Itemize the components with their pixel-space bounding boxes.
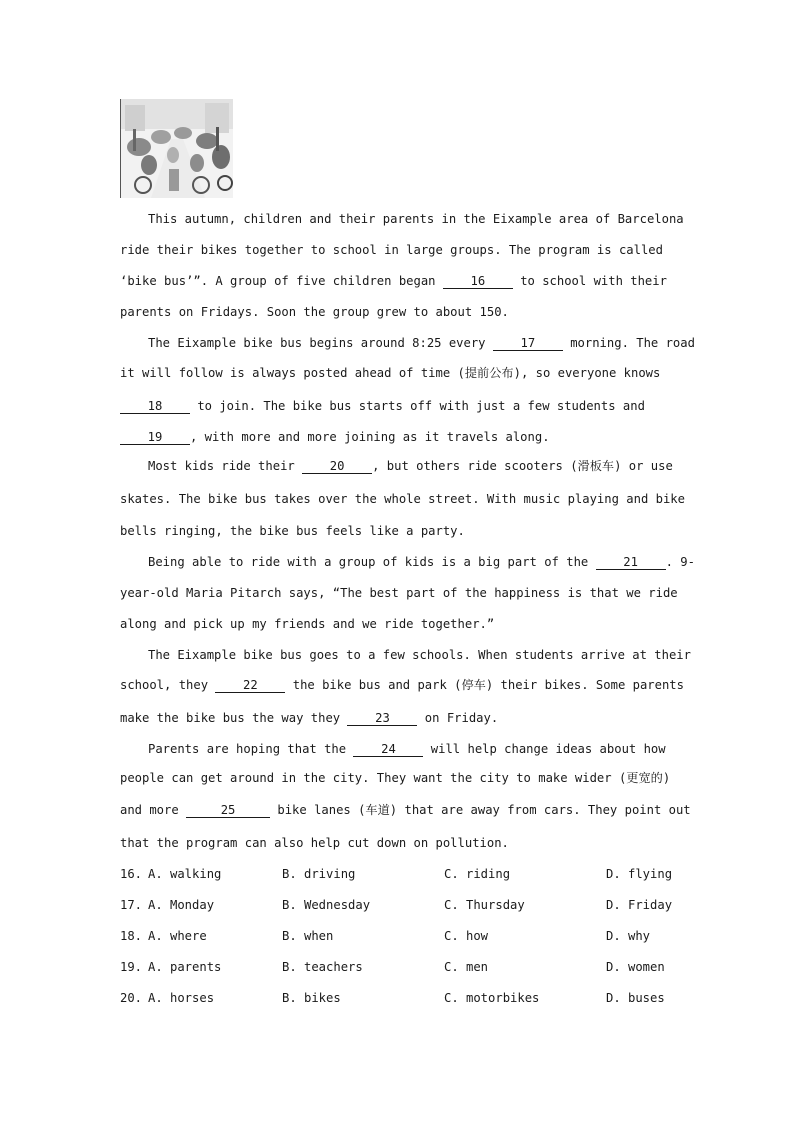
passage-text: the bike bus and park (停车) their bikes. Some parents bbox=[285, 678, 684, 692]
question-number: 19. bbox=[120, 960, 143, 974]
passage-line bbox=[120, 710, 498, 726]
option-c: C. men bbox=[444, 960, 489, 974]
passage-line bbox=[120, 802, 691, 818]
option-b: B. bikes bbox=[282, 991, 341, 1005]
blank-20: 20 bbox=[302, 460, 372, 474]
passage-text: , but others ride scooters (滑板车) or use bbox=[372, 459, 673, 473]
passage-line: The Eixample bike bus goes to a few schools. When students arrive at their bbox=[148, 648, 691, 662]
blank-17: 17 bbox=[493, 337, 563, 351]
option-c: C. how bbox=[444, 929, 489, 943]
blank-19: 19 bbox=[120, 431, 190, 445]
blank-16: 16 bbox=[443, 275, 513, 289]
passage-line: This autumn, children and their parents in the Eixample area of Barcelona bbox=[148, 212, 684, 226]
option-d: D. why bbox=[606, 929, 651, 943]
option-d: D. buses bbox=[606, 991, 665, 1005]
passage-line bbox=[148, 554, 695, 570]
question-number: 17. bbox=[120, 898, 143, 912]
passage-line: bells ringing, the bike bus feels like a party. bbox=[120, 524, 465, 538]
passage-text: make the bike bus the way they bbox=[120, 711, 348, 725]
blank-22: 22 bbox=[215, 679, 285, 693]
bike-bus-photo bbox=[120, 99, 233, 198]
option-a: A. Monday bbox=[148, 898, 215, 912]
option-b: B. teachers bbox=[282, 960, 363, 974]
passage-text: . 9- bbox=[665, 555, 695, 569]
question-number: 18. bbox=[120, 929, 143, 943]
blank-23: 23 bbox=[347, 712, 417, 726]
street-scene-image bbox=[121, 99, 233, 198]
option-d: D. women bbox=[606, 960, 665, 974]
option-a: A. parents bbox=[148, 960, 222, 974]
option-b: B. when bbox=[282, 929, 334, 943]
passage-line: that the program can also help cut down on pollution. bbox=[120, 836, 509, 850]
passage-line: it will follow is always posted ahead of time (提前公布), so everyone knows bbox=[120, 366, 661, 380]
blank-25: 25 bbox=[186, 804, 270, 818]
passage-text: The Eixample bike bus begins around 8:25 every bbox=[148, 336, 493, 350]
passage-text: school, they bbox=[120, 678, 216, 692]
passage-line bbox=[148, 458, 673, 474]
blank-24: 24 bbox=[353, 743, 423, 757]
passage-text: bike lanes (车道) that are away from cars. They point out bbox=[270, 803, 691, 817]
option-c: C. riding bbox=[444, 867, 511, 881]
passage-text: on Friday. bbox=[417, 711, 499, 725]
option-c: C. motorbikes bbox=[444, 991, 540, 1005]
passage-text: Being able to ride with a group of kids is a big part of the bbox=[148, 555, 596, 569]
passage-text: ‘bike bus’”. A group of five children began bbox=[120, 274, 443, 288]
passage-text: Parents are hoping that the bbox=[148, 742, 354, 756]
passage-line: year-old Maria Pitarch says, “The best part of the happiness is that we ride bbox=[120, 586, 678, 600]
passage-text: will help change ideas about how bbox=[423, 742, 666, 756]
passage-line: people can get around in the city. They want the city to make wider (更宽的) bbox=[120, 771, 671, 785]
passage-text: , with more and more joining as it travels along. bbox=[190, 430, 550, 444]
passage-text: and more bbox=[120, 803, 187, 817]
passage-text: morning. The road bbox=[562, 336, 695, 350]
passage-line bbox=[120, 273, 667, 289]
blank-18: 18 bbox=[120, 400, 190, 414]
passage-line: ride their bikes together to school in large groups. The program is called bbox=[120, 243, 663, 257]
option-d: D. Friday bbox=[606, 898, 673, 912]
passage-line: along and pick up my friends and we ride together.” bbox=[120, 617, 495, 631]
option-c: C. Thursday bbox=[444, 898, 525, 912]
passage-line bbox=[120, 429, 550, 445]
passage-line: skates. The bike bus takes over the whole street. With music playing and bike bbox=[120, 492, 685, 506]
passage-text: to school with their bbox=[512, 274, 667, 288]
question-number: 20. bbox=[120, 991, 143, 1005]
passage-line bbox=[120, 677, 684, 693]
passage-text: Most kids ride their bbox=[148, 459, 303, 473]
option-b: B. Wednesday bbox=[282, 898, 371, 912]
option-b: B. driving bbox=[282, 867, 356, 881]
question-number: 16. bbox=[120, 867, 143, 881]
blank-21: 21 bbox=[596, 556, 666, 570]
passage-line: parents on Fridays. Soon the group grew to about 150. bbox=[120, 305, 509, 319]
option-a: A. horses bbox=[148, 991, 215, 1005]
passage-text: to join. The bike bus starts off with just a few students and bbox=[190, 399, 645, 413]
option-d: D. flying bbox=[606, 867, 673, 881]
passage-line bbox=[148, 741, 666, 757]
passage-line bbox=[120, 398, 645, 414]
option-a: A. where bbox=[148, 929, 207, 943]
option-a: A. walking bbox=[148, 867, 222, 881]
passage-line bbox=[148, 335, 695, 351]
